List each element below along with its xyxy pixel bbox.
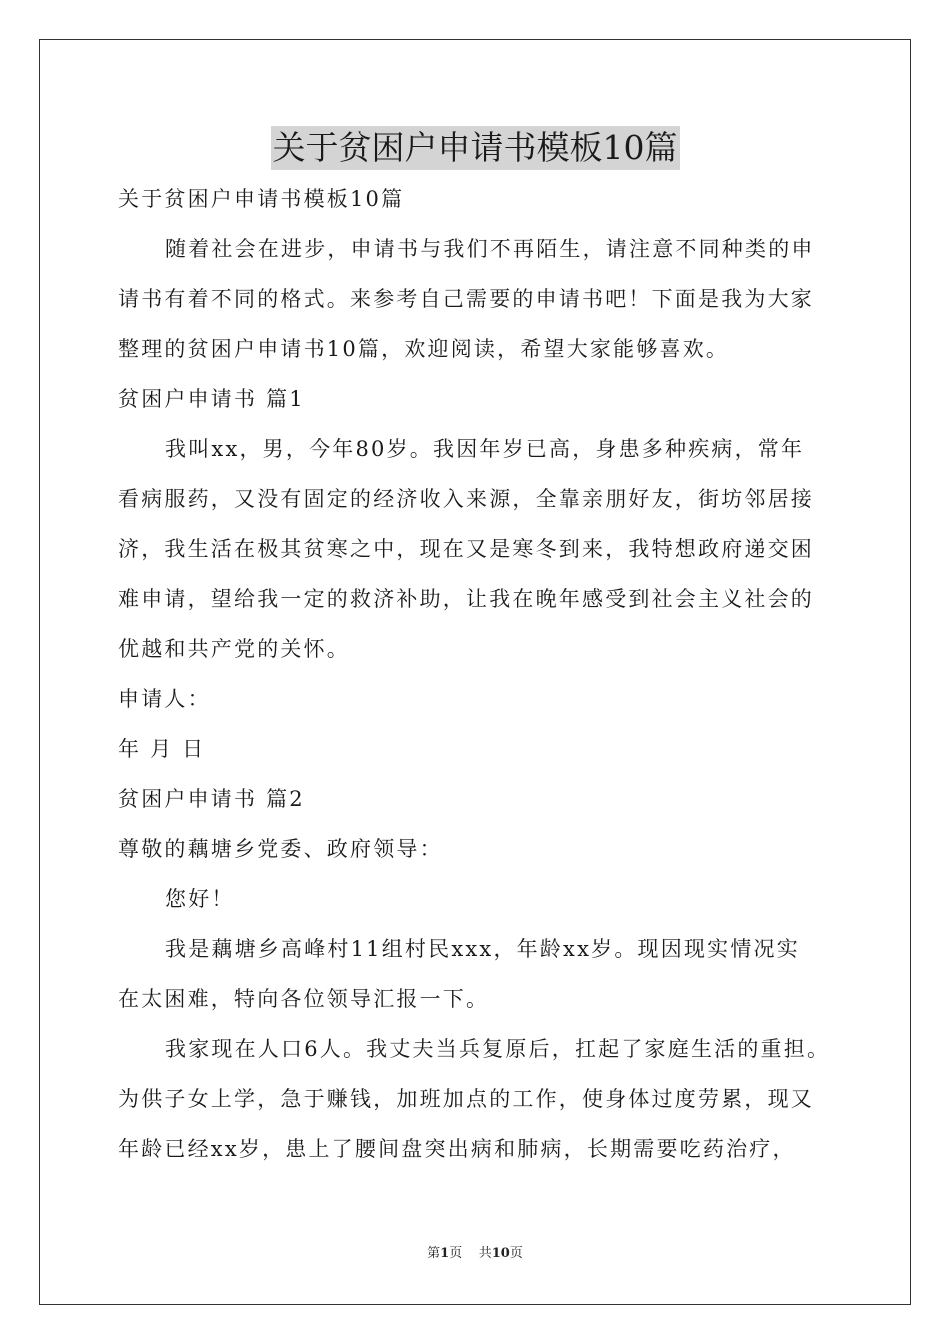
footer-page-total: 10 (491, 1246, 510, 1261)
body-line: 我家现在人口6人。我丈夫当兵复原后，扛起了家庭生活的重担。 (165, 1037, 831, 1061)
body-line: 尊敬的藕塘乡党委、政府领导： (118, 837, 443, 861)
body-line: 贫困户申请书 篇2 (118, 787, 305, 811)
body-line: 我是藕塘乡高峰村11组村民xxx，年龄xx岁。现因现实情况实 (165, 937, 800, 961)
body-line: 在太困难，特向各位领导汇报一下。 (118, 987, 490, 1011)
body-line: 请书有着不同的格式。来参考自己需要的申请书吧！下面是我为大家 (118, 287, 814, 311)
body-line: 贫困户申请书 篇1 (118, 387, 305, 411)
body-line: 难申请，望给我一定的救济补助，让我在晚年感受到社会主义社会的 (118, 587, 814, 611)
footer-page-current: 1 (440, 1246, 450, 1261)
body-line: 看病服药，又没有固定的经济收入来源，全靠亲朋好友，街坊邻居接 (118, 487, 814, 511)
body-line: 年龄已经xx岁，患上了腰间盘突出病和肺病，长期需要吃药治疗， (118, 1137, 796, 1161)
body-line: 整理的贫困户申请书10篇，欢迎阅读，希望大家能够喜欢。 (118, 337, 730, 361)
body-line: 您好！ (165, 887, 235, 911)
title-container (0, 126, 950, 170)
page-footer (0, 1244, 950, 1264)
body-line: 我叫xx，男，今年80岁。我因年岁已高，身患多种疾病，常年 (165, 437, 805, 461)
body-line: 年 月 日 (118, 737, 206, 761)
body-line: 优越和共产党的关怀。 (118, 637, 350, 661)
body-line: 济，我生活在极其贫寒之中，现在又是寒冬到来，我特想政府递交困 (118, 537, 814, 561)
footer-page-prefix: 第 (427, 1246, 441, 1261)
footer-page-suffix: 页 (509, 1246, 523, 1261)
footer-page-mid: 页 共 (449, 1246, 492, 1261)
document-body (118, 174, 848, 1174)
document-title: 关于贫困户申请书模板10篇 (271, 126, 680, 170)
body-line: 关于贫困户申请书模板10篇 (118, 187, 405, 211)
body-line: 为供子女上学，急于赚钱，加班加点的工作，使身体过度劳累，现又 (118, 1087, 814, 1111)
body-line: 申请人： (118, 687, 211, 711)
body-line: 随着社会在进步，申请书与我们不再陌生，请注意不同种类的申 (165, 237, 815, 261)
